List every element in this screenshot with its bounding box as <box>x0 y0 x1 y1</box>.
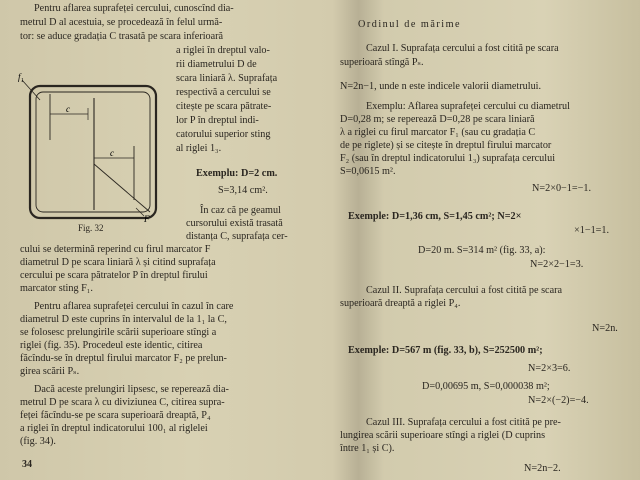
text-line: distanța C, suprafața cer- <box>186 231 288 242</box>
formula-line: ×1−1=1. <box>574 225 610 236</box>
text-line: metrul D al acestuia, se procedează în felul urmă- <box>20 17 223 28</box>
text-line: citește pe scara pătrate- <box>176 101 272 112</box>
text-line: diametrul D pe scara liniară λ și citind suprafața <box>20 257 216 268</box>
example-line: Exemple: D=567 m (fig. 33, b), S=252500 m²; <box>348 345 543 356</box>
text-line: lungirea scării superioare stîngi a riglei (D cuprins <box>340 430 546 441</box>
text-line: S=0,0615 m². <box>340 166 396 177</box>
text-line: se folosesc prelungirile scării superioare stîngi a <box>20 327 217 338</box>
text-line: lor P în dreptul indi- <box>176 115 259 126</box>
text-line: de pe riglete) și se citește în dreptul firului marcator <box>340 140 552 151</box>
text-line: cului se determină reperind cu firul marcator F <box>20 244 211 255</box>
label-f: F <box>144 214 150 224</box>
cursor-frame <box>30 86 156 218</box>
text-line: al riglei 1₃. <box>176 143 222 154</box>
label-c: c <box>66 104 70 114</box>
text-line: tor: se aduce gradația C trasată pe scara inferioară <box>20 31 224 42</box>
label-c: c <box>110 148 114 158</box>
text-line: rii diametrului D de <box>176 59 257 70</box>
text-line: girea scării Pₛ. <box>20 366 80 377</box>
text-line: diametrul D este cuprins în intervalul de la 1₁ la C, <box>20 314 227 325</box>
formula-line: N=2n. <box>592 323 618 334</box>
text-line: feței făcîndu-se pe scara superioară dreaptă, P₄ <box>20 410 211 421</box>
text-line: metrul D pe scara λ cu diviziunea C, citirea supra- <box>20 397 225 408</box>
formula-line: D=0,00695 m, S=0,000038 m²; <box>422 381 550 392</box>
case-line: Cazul I. Suprafața cercului a fost citită pe scara <box>366 43 559 54</box>
text-line: marcator sting F₁. <box>20 283 93 294</box>
text-line: F₂ (sau în dreptul indicatorului 1₃) suprafața cercului <box>340 153 556 164</box>
text-line: între 1₁ și C). <box>340 443 395 454</box>
text-line: a riglei în dreptul valo- <box>176 45 270 56</box>
text-line: a riglei în dreptul indicatorului 100₁ al riglelei <box>20 423 208 434</box>
text-line: catorului superior sting <box>176 129 271 140</box>
formula-line: D=20 m. S=314 m² (fig. 33, a): <box>418 245 546 256</box>
example-line: Exemplu: Aflarea suprafeței cercului cu diametrul <box>366 101 570 112</box>
text-line: făcîndu-se în dreptul firului marcator F₂ pe prelun- <box>20 353 227 364</box>
text-line: Pentru aflarea suprafeței cercului, cunoscînd dia- <box>34 3 234 14</box>
text-line: D=0,28 m; se reperează D=0,28 pe scara liniară <box>340 114 535 125</box>
text-line: λ a riglei cu firul marcator F₁ (sau cu gradația C <box>340 127 536 138</box>
text-line: În caz că pe geamul <box>200 205 281 216</box>
text-line: Pentru aflarea suprafeței cercului în cazul în care <box>34 301 234 312</box>
text-line: superioară dreaptă a riglei P₄. <box>340 298 461 309</box>
case-line: Cazul III. Suprafața cercului a fost citită pe pre- <box>366 417 561 428</box>
text-line: respectivă a cercului se <box>176 87 271 98</box>
example-line: Exemple: D=1,36 cm, S=1,45 cm²; N=2× <box>348 211 522 222</box>
diagonal-line <box>94 164 150 212</box>
cursor-glass <box>36 92 150 212</box>
formula-line: N=2n−1, unde n este indicele valorii diametrului. <box>340 81 542 92</box>
formula-line: N=2×(−2)=−4. <box>528 395 589 406</box>
text-line: Dacă aceste prelungiri lipsesc, se reperează dia- <box>34 384 229 395</box>
label-f1: f₁ <box>18 72 24 82</box>
text-line: superioară stîngă Pₛ. <box>340 57 424 68</box>
formula-line: N=2×0−1=−1. <box>532 183 592 194</box>
formula-line: N=2×2−1=3. <box>530 259 584 270</box>
section-heading: Ordinul de mărime <box>358 19 462 30</box>
figure-caption: Fig. 32 <box>78 223 104 233</box>
figure-32-diagram <box>16 72 176 237</box>
cursor-diagram <box>16 72 176 237</box>
text-line: cercului pe scara pătratelor P în dreptul firului <box>20 270 208 281</box>
formula-line: N=2n−2. <box>524 463 561 474</box>
text-line: (fig. 34). <box>20 436 56 447</box>
text-line: scara liniară λ. Suprafața <box>176 73 278 84</box>
formula-line: S=3,14 cm². <box>218 185 268 196</box>
example-line: Exemplu: D=2 cm. <box>196 168 278 179</box>
text-line: riglei (fig. 35). Procedeul este identic, citirea <box>20 340 203 351</box>
text-line: cursorului există trasată <box>186 218 283 229</box>
page-number: 34 <box>22 459 32 470</box>
formula-line: N=2×3=6. <box>528 363 571 374</box>
case-line: Cazul II. Suprafața cercului a fost citită pe scara <box>366 285 563 296</box>
